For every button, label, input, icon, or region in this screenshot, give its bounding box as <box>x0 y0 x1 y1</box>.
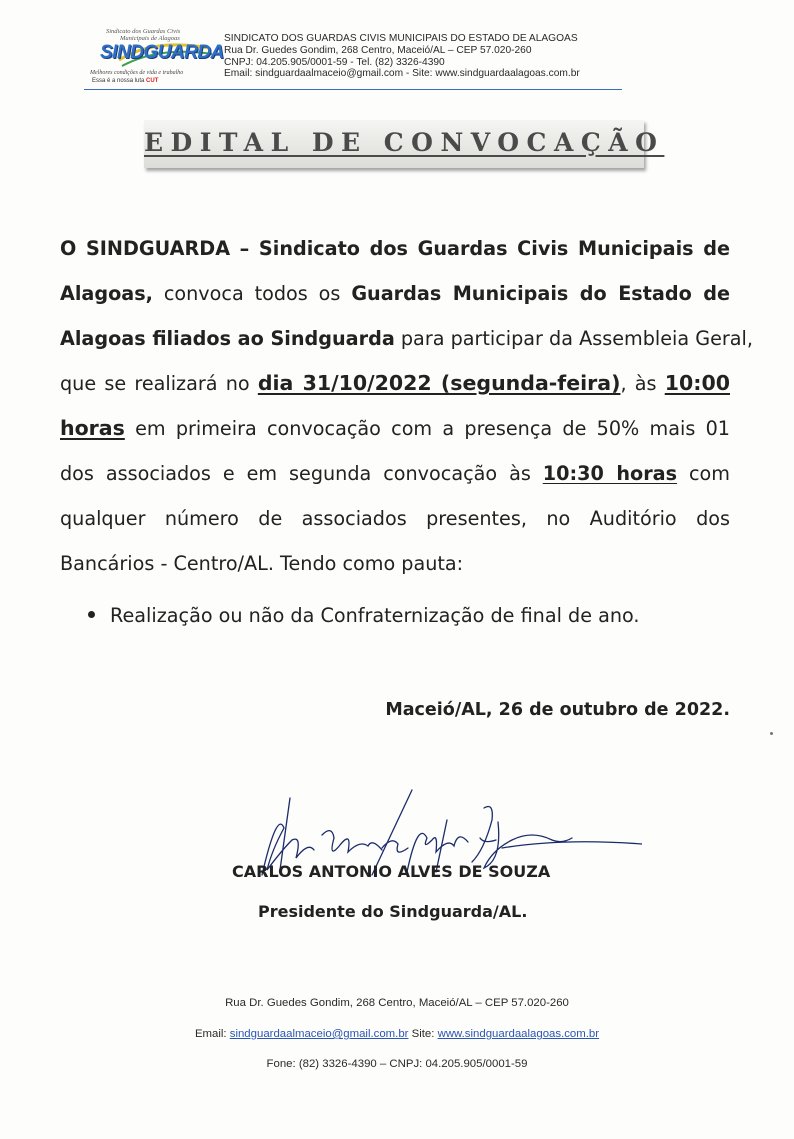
footer-contact <box>0 1028 794 1040</box>
footer-site-label: Site: <box>408 1028 438 1040</box>
footer-site-link[interactable]: www.sindguardaalagoas.com.br <box>437 1028 600 1040</box>
logo-top-text: Sindicato dos Guardas Civis <box>106 28 181 35</box>
logo-top-text-2: Municipais de Alagoas <box>120 35 180 42</box>
second-call-time: 10:30 horas <box>542 462 678 485</box>
para-line-5 <box>60 406 730 451</box>
footer-address: Rua Dr. Guedes Gondim, 268 Centro, Maceió/AL – CEP 57.020-260 <box>225 997 569 1009</box>
para-line-2 <box>60 271 730 316</box>
page-title: EDITAL DE CONVOCAÇÃO <box>144 128 665 157</box>
para-line-4 <box>60 361 730 406</box>
body-text: que se realizará no <box>60 372 258 395</box>
org-contact: Email: sindguardaalmaceio@gmail.com - Site: www.sindguardaalagoas.com.br <box>224 68 580 80</box>
body-text: com <box>677 462 730 485</box>
body-text: para participar da Assembleia Geral, <box>394 327 753 350</box>
para-line-6 <box>60 451 730 496</box>
date-line: Maceió/AL, 26 de outubro de 2022. <box>385 700 730 720</box>
org-name: SINDICATO DOS GUARDAS CIVIS MUNICIPAIS DO ESTADO DE ALAGOAS <box>224 33 578 44</box>
org-address: Rua Dr. Guedes Gondim, 268 Centro, Maceió/AL – CEP 57.020-260 <box>224 44 532 56</box>
logo-tagline-2-text: Essa é a nossa luta <box>92 78 145 84</box>
bold-text: Alagoas filiados ao Sindguarda <box>60 327 395 350</box>
cut-brand: CUT <box>146 78 159 84</box>
footer-phone-cnpj: Fone: (82) 3326-4390 – CNPJ: 04.205.905/0001-59 <box>266 1058 528 1070</box>
org-cnpj-phone: CNPJ: 04.205.905/0001-59 - Tel. (82) 3326-4390 <box>224 56 445 68</box>
para-line-7: qualquer número de associados presentes, no Auditório dos <box>60 507 730 530</box>
letterhead-info <box>224 33 580 80</box>
sindguarda-logo <box>84 28 224 88</box>
logo-tagline-2 <box>92 78 158 84</box>
footer-email-link[interactable]: sindguardaalmaceio@gmail.com.br <box>229 1028 409 1040</box>
para-line-1: O SINDGUARDA – Sindicato dos Guardas Civis Municipais de <box>60 237 730 260</box>
first-call-time: 10:00 <box>664 371 730 395</box>
meeting-date: dia 31/10/2022 (segunda-feira) <box>257 371 621 395</box>
signatory-role: Presidente do Sindguarda/AL. <box>258 902 528 921</box>
letterhead-divider <box>84 89 622 90</box>
para-line-8: Bancários - Centro/AL. Tendo como pauta: <box>60 552 464 575</box>
body-text: convoca todos os <box>152 282 352 305</box>
body-text: , às <box>620 372 665 395</box>
bold-text: Alagoas, <box>60 282 153 305</box>
scan-speck <box>770 732 773 735</box>
agenda-item <box>88 604 640 627</box>
para-line-3 <box>60 316 753 361</box>
body-text: dos associados e em segunda convocação às <box>60 462 543 485</box>
body-text: em primeira convocação com a presença de 50% mais 01 <box>124 417 730 440</box>
convocation-paragraph <box>60 226 753 586</box>
bold-text: Guardas Municipais do Estado de <box>351 282 730 305</box>
first-call-time-unit: horas <box>60 416 125 440</box>
footer-email-label: Email: <box>194 1028 230 1040</box>
logo-name: SINDGUARDA <box>100 42 224 63</box>
signatory-name: CARLOS ANTONIO ALVES DE SOUZA <box>232 862 551 881</box>
title-banner <box>144 120 665 168</box>
agenda-item-text: Realização ou não da Confraternização de final de ano. <box>110 604 640 627</box>
bullet-icon <box>88 611 95 618</box>
logo-tagline: Melhores condições de vida e trabalho <box>90 70 184 76</box>
